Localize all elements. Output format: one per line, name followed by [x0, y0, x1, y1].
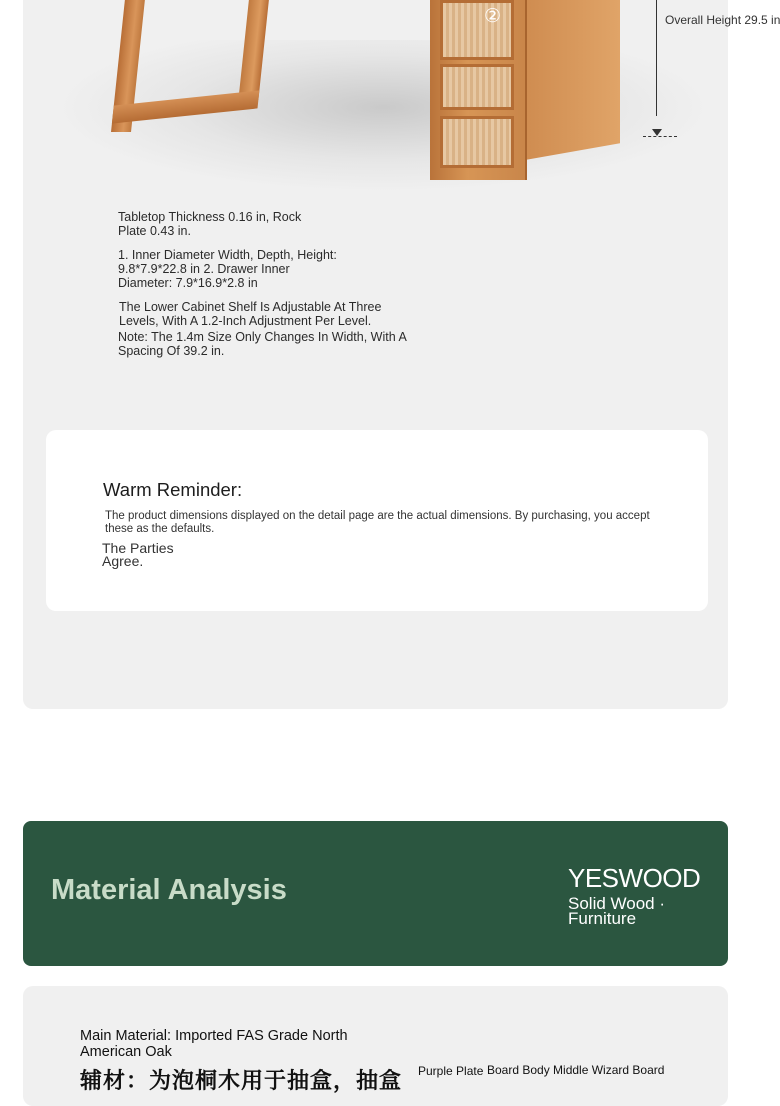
reminder-title: Warm Reminder: [103, 479, 243, 500]
floor-dash-line [643, 136, 677, 137]
reminder-body: The product dimensions displayed on the detail page are the actual dimensions. By purchasing, you accept these as the defaults. [105, 510, 650, 535]
glass-drawer [440, 64, 514, 110]
overall-height-label: Overall Height 29.5 in [665, 13, 780, 27]
brand-tagline: Solid Wood · Furniture [568, 894, 666, 928]
brand-logo: YESWOOD [568, 863, 701, 893]
glass-door-upper [440, 0, 514, 60]
cabinet-front [430, 0, 527, 180]
warm-reminder-card [46, 430, 708, 611]
tabletop-thickness-note: Tabletop Thickness 0.16 in, Rock Plate 0.43 in. [118, 210, 302, 238]
auxiliary-material-text: 辅材：为泡桐木用于抽盒，抽盒 [80, 1068, 403, 1093]
shelf-adjust-note: The Lower Cabinet Shelf Is Adjustable At Three Levels, With A 1.2-Inch Adjustment Per Level. [119, 300, 382, 328]
banner-title: Material Analysis [51, 874, 287, 906]
size-note: Note: The 1.4m Size Only Changes In Width, With A Spacing Of 39.2 in. [118, 330, 407, 358]
purple-plate-label: Purple Plate [418, 1064, 484, 1078]
material-card [23, 986, 728, 1106]
desk-leg-frame [111, 0, 277, 132]
glass-door-lower [440, 116, 514, 168]
height-arrow-icon [652, 129, 662, 136]
height-dimension-line [656, 0, 657, 116]
inner-diameter-note: 1. Inner Diameter Width, Depth, Height: 9.8*7.9*22.8 in 2. Drawer Inner Diameter: 7.9*16.9*2.8 in [118, 248, 337, 290]
main-material-text: Main Material: Imported FAS Grade North American Oak [80, 1028, 348, 1060]
callout-number-2: ② [484, 6, 502, 27]
cabinet-side-panel [525, 0, 620, 160]
board-body-label: Board Body Middle Wizard Board [487, 1063, 665, 1077]
reminder-agree: The Parties Agree. [102, 540, 174, 569]
material-analysis-banner [23, 821, 728, 966]
